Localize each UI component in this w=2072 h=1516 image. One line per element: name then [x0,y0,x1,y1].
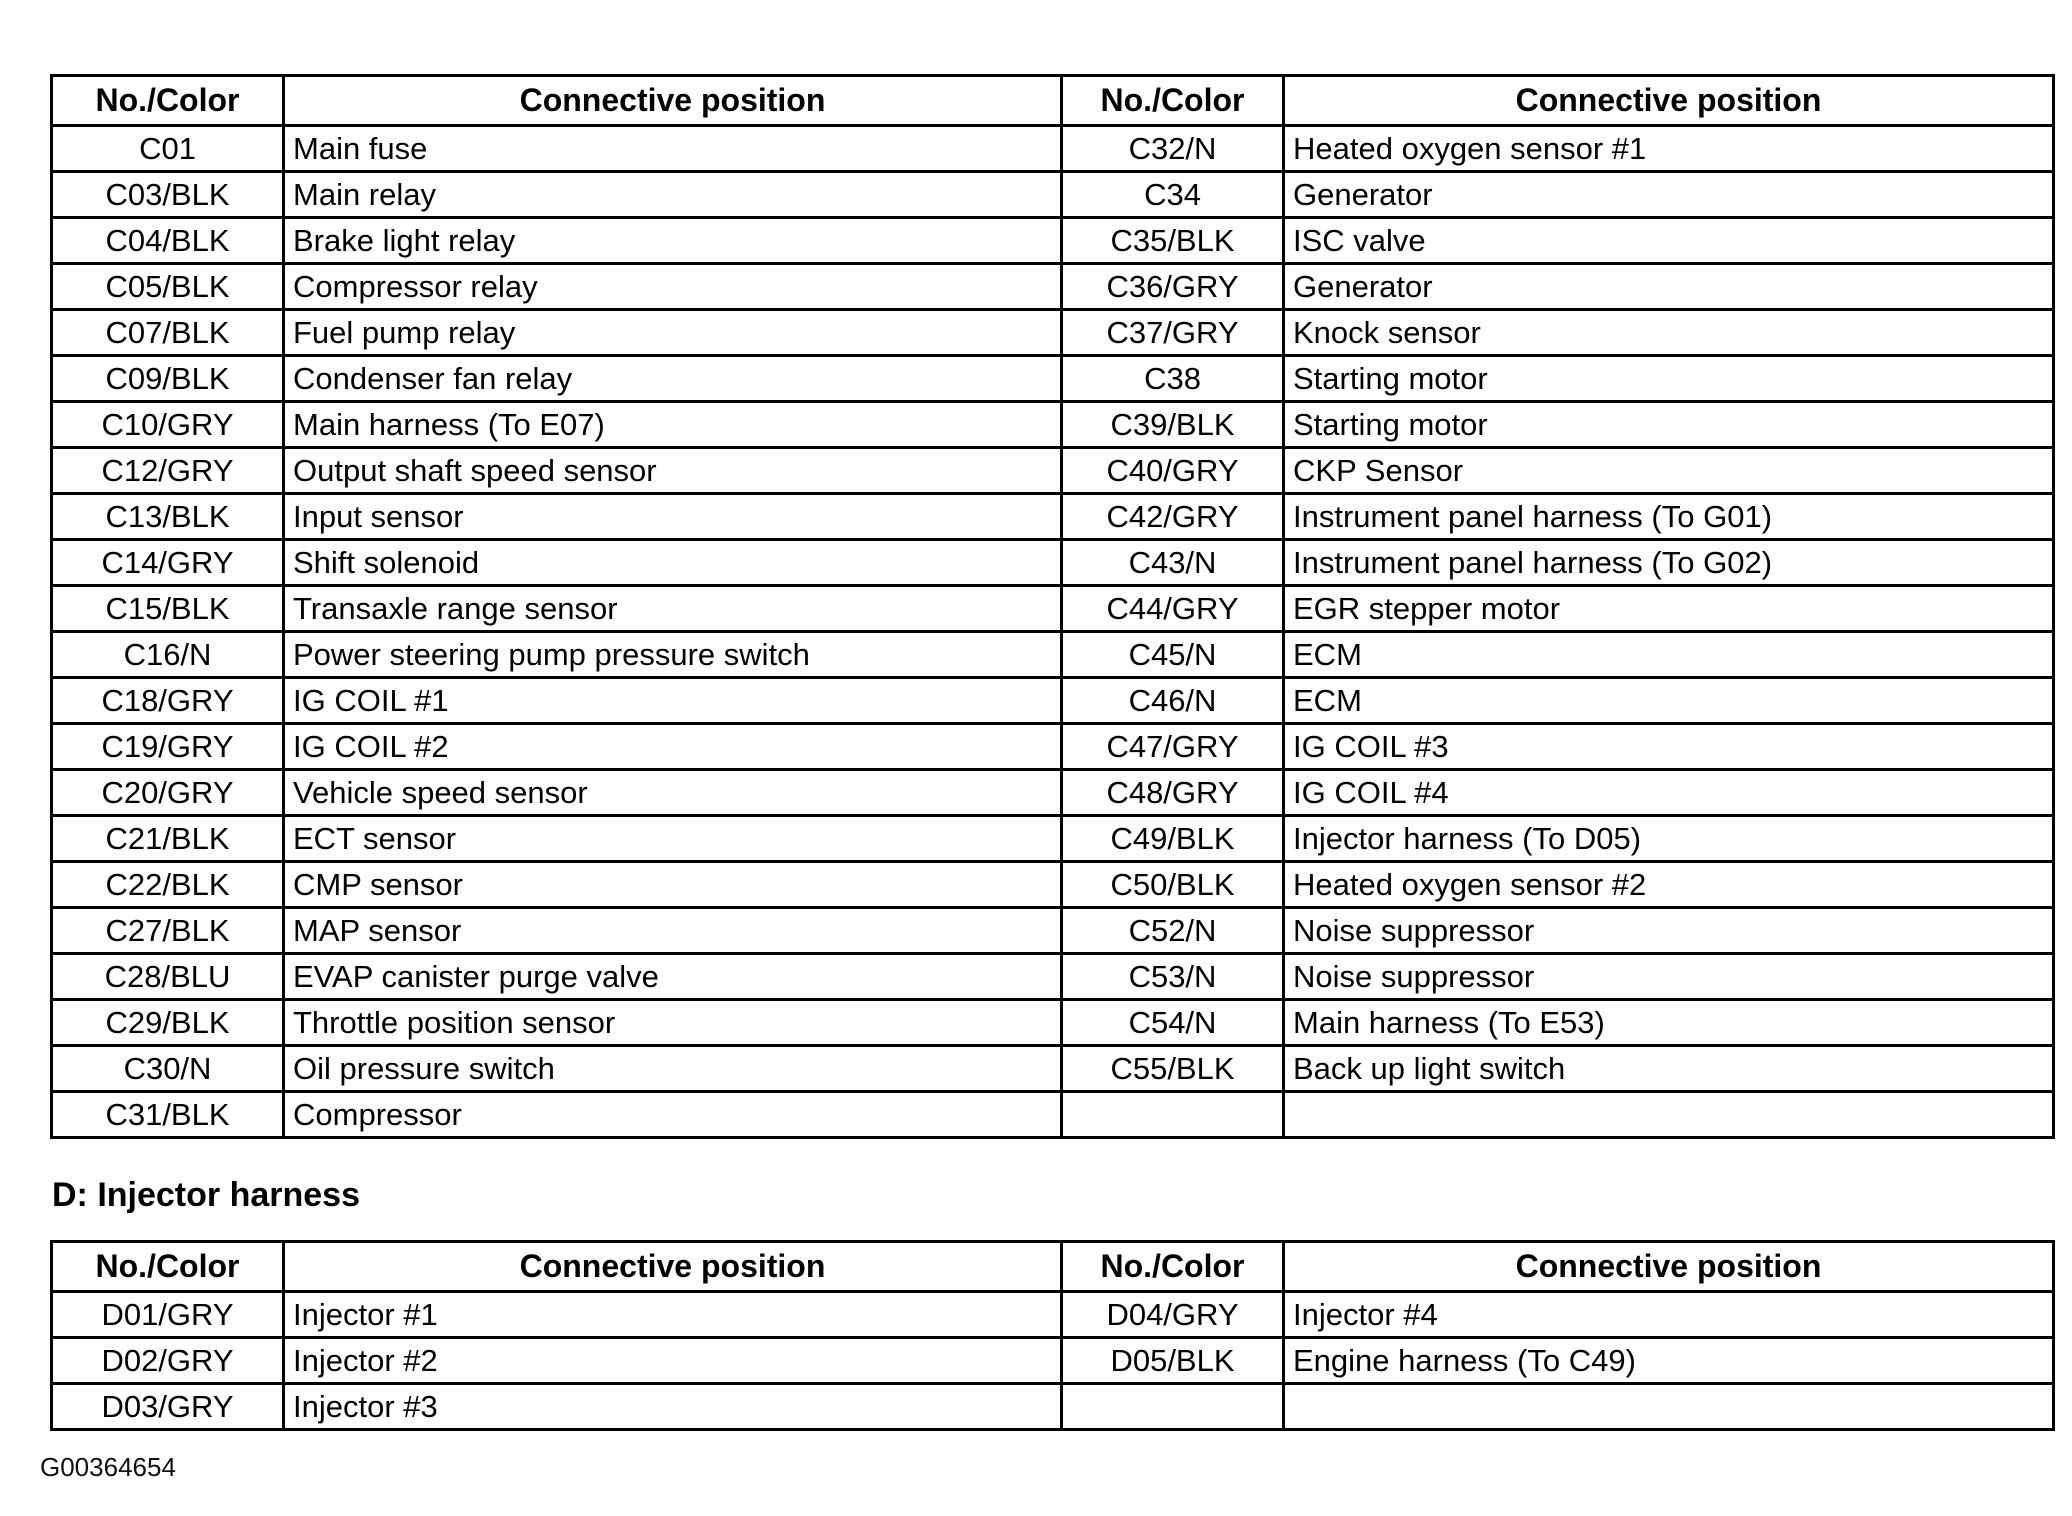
table-row [52,172,2054,218]
table-row [52,126,2054,172]
connector-position-cell: MAP sensor [284,908,1062,954]
connector-no-cell: C53/N [1062,954,1284,1000]
table-row [52,862,2054,908]
connector-position-cell: Knock sensor [1284,310,2054,356]
connector-no-cell: C16/N [52,632,284,678]
table-row [52,264,2054,310]
connector-position-cell [1284,1384,2054,1430]
connector-position-cell: Instrument panel harness (To G01) [1284,494,2054,540]
connector-position-cell: Shift solenoid [284,540,1062,586]
connector-no-cell: C52/N [1062,908,1284,954]
col-header-connective-position: Connective position [1284,76,2054,126]
connector-no-cell: C20/GRY [52,770,284,816]
connector-no-cell: C36/GRY [1062,264,1284,310]
connector-no-cell: C40/GRY [1062,448,1284,494]
connector-position-cell: Main harness (To E07) [284,402,1062,448]
connector-position-cell: Condenser fan relay [284,356,1062,402]
connector-no-cell: C32/N [1062,126,1284,172]
connector-position-cell: ECM [1284,632,2054,678]
table-row [52,816,2054,862]
connector-no-cell: C34 [1062,172,1284,218]
connector-no-cell: C19/GRY [52,724,284,770]
connector-no-cell: C03/BLK [52,172,284,218]
connector-position-cell: Input sensor [284,494,1062,540]
connector-no-cell: C27/BLK [52,908,284,954]
connector-position-cell: IG COIL #1 [284,678,1062,724]
table-row [52,540,2054,586]
connector-no-cell: D04/GRY [1062,1292,1284,1338]
connector-no-cell: C54/N [1062,1000,1284,1046]
connector-position-cell: Injector #1 [284,1292,1062,1338]
connector-no-cell: C30/N [52,1046,284,1092]
connector-position-cell: CKP Sensor [1284,448,2054,494]
header-row [52,76,2054,126]
connector-position-cell [1284,1092,2054,1138]
col-header-no-color: No./Color [52,76,284,126]
connector-position-cell: Instrument panel harness (To G02) [1284,540,2054,586]
table-row [52,770,2054,816]
figure-id: G00364654 [40,1452,176,1482]
table-row [52,632,2054,678]
col-header-connective-position: Connective position [284,1242,1062,1292]
connector-position-cell: Starting motor [1284,402,2054,448]
connector-position-cell: Transaxle range sensor [284,586,1062,632]
connector-position-cell: ECM [1284,678,2054,724]
connector-position-cell: Power steering pump pressure switch [284,632,1062,678]
connector-no-cell: C31/BLK [52,1092,284,1138]
connector-no-cell [1062,1092,1284,1138]
connector-position-cell: Noise suppressor [1284,954,2054,1000]
connector-position-cell: Main relay [284,172,1062,218]
table-row [52,310,2054,356]
connector-position-cell: Vehicle speed sensor [284,770,1062,816]
col-header-no-color: No./Color [52,1242,284,1292]
connector-no-cell: D05/BLK [1062,1338,1284,1384]
table-row [52,218,2054,264]
connector-no-cell: C01 [52,126,284,172]
connector-no-cell: C48/GRY [1062,770,1284,816]
connector-no-cell: C12/GRY [52,448,284,494]
connector-no-cell: C29/BLK [52,1000,284,1046]
connector-no-cell: C46/N [1062,678,1284,724]
connector-position-cell: Injector #3 [284,1384,1062,1430]
table-row [52,494,2054,540]
connector-no-cell: C37/GRY [1062,310,1284,356]
header-row [52,1242,2054,1292]
connector-position-cell: Noise suppressor [1284,908,2054,954]
section-heading-injector-harness: D: Injector harness [52,1176,360,1214]
connector-no-cell: C50/BLK [1062,862,1284,908]
table-row [52,448,2054,494]
connector-position-cell: Injector #2 [284,1338,1062,1384]
connector-position-cell: Generator [1284,172,2054,218]
table-row [52,678,2054,724]
connector-position-cell: Compressor [284,1092,1062,1138]
col-header-no-color: No./Color [1062,1242,1284,1292]
connector-no-cell: C21/BLK [52,816,284,862]
connector-no-cell: C04/BLK [52,218,284,264]
connector-position-cell: Injector #4 [1284,1292,2054,1338]
connector-no-cell: C42/GRY [1062,494,1284,540]
table-row [52,1046,2054,1092]
connector-no-cell: C43/N [1062,540,1284,586]
connector-position-cell: Brake light relay [284,218,1062,264]
connector-no-cell: C55/BLK [1062,1046,1284,1092]
connector-no-cell: C10/GRY [52,402,284,448]
table-row [52,1292,2054,1338]
connector-no-cell: C14/GRY [52,540,284,586]
table-row [52,1092,2054,1138]
connector-position-cell: Engine harness (To C49) [1284,1338,2054,1384]
table-row [52,402,2054,448]
connector-no-cell: C15/BLK [52,586,284,632]
table-row [52,908,2054,954]
table-row [52,586,2054,632]
table-row [52,1384,2054,1430]
connector-position-cell: ECT sensor [284,816,1062,862]
connector-position-cell: IG COIL #2 [284,724,1062,770]
connector-no-cell: C28/BLU [52,954,284,1000]
connector-position-cell: IG COIL #4 [1284,770,2054,816]
col-header-no-color: No./Color [1062,76,1284,126]
connector-no-cell: C39/BLK [1062,402,1284,448]
table-row [52,1000,2054,1046]
connector-position-cell: CMP sensor [284,862,1062,908]
table-row [52,724,2054,770]
connector-position-cell: Heated oxygen sensor #1 [1284,126,2054,172]
connector-no-cell: C22/BLK [52,862,284,908]
connector-position-cell: ISC valve [1284,218,2054,264]
connector-table-c-body [52,126,2054,1138]
connector-no-cell: C44/GRY [1062,586,1284,632]
col-header-connective-position: Connective position [284,76,1062,126]
connector-position-cell: Generator [1284,264,2054,310]
connector-position-cell: EVAP canister purge valve [284,954,1062,1000]
connector-no-cell: C05/BLK [52,264,284,310]
connector-no-cell: C13/BLK [52,494,284,540]
connector-no-cell: C07/BLK [52,310,284,356]
connector-position-cell: Main harness (To E53) [1284,1000,2054,1046]
connector-position-cell: Fuel pump relay [284,310,1062,356]
connector-position-cell: Main fuse [284,126,1062,172]
connector-no-cell: C47/GRY [1062,724,1284,770]
table-row [52,356,2054,402]
connector-position-cell: IG COIL #3 [1284,724,2054,770]
table-row [52,954,2054,1000]
connector-table-c [50,74,2055,1139]
connector-position-cell: Compressor relay [284,264,1062,310]
connector-no-cell: C45/N [1062,632,1284,678]
connector-no-cell: C35/BLK [1062,218,1284,264]
connector-position-cell: Oil pressure switch [284,1046,1062,1092]
connector-no-cell: C49/BLK [1062,816,1284,862]
connector-no-cell: C38 [1062,356,1284,402]
table-row [52,1338,2054,1384]
connector-no-cell: D02/GRY [52,1338,284,1384]
connector-position-cell: Throttle position sensor [284,1000,1062,1046]
connector-position-cell: Output shaft speed sensor [284,448,1062,494]
connector-position-cell: EGR stepper motor [1284,586,2054,632]
connector-no-cell: D03/GRY [52,1384,284,1430]
connector-position-cell: Injector harness (To D05) [1284,816,2054,862]
connector-position-cell: Back up light switch [1284,1046,2054,1092]
connector-position-cell: Heated oxygen sensor #2 [1284,862,2054,908]
connector-no-cell [1062,1384,1284,1430]
connector-no-cell: C09/BLK [52,356,284,402]
connector-table-d-body [52,1292,2054,1430]
col-header-connective-position: Connective position [1284,1242,2054,1292]
connector-no-cell: D01/GRY [52,1292,284,1338]
connector-position-cell: Starting motor [1284,356,2054,402]
connector-no-cell: C18/GRY [52,678,284,724]
connector-table-d [50,1240,2055,1431]
